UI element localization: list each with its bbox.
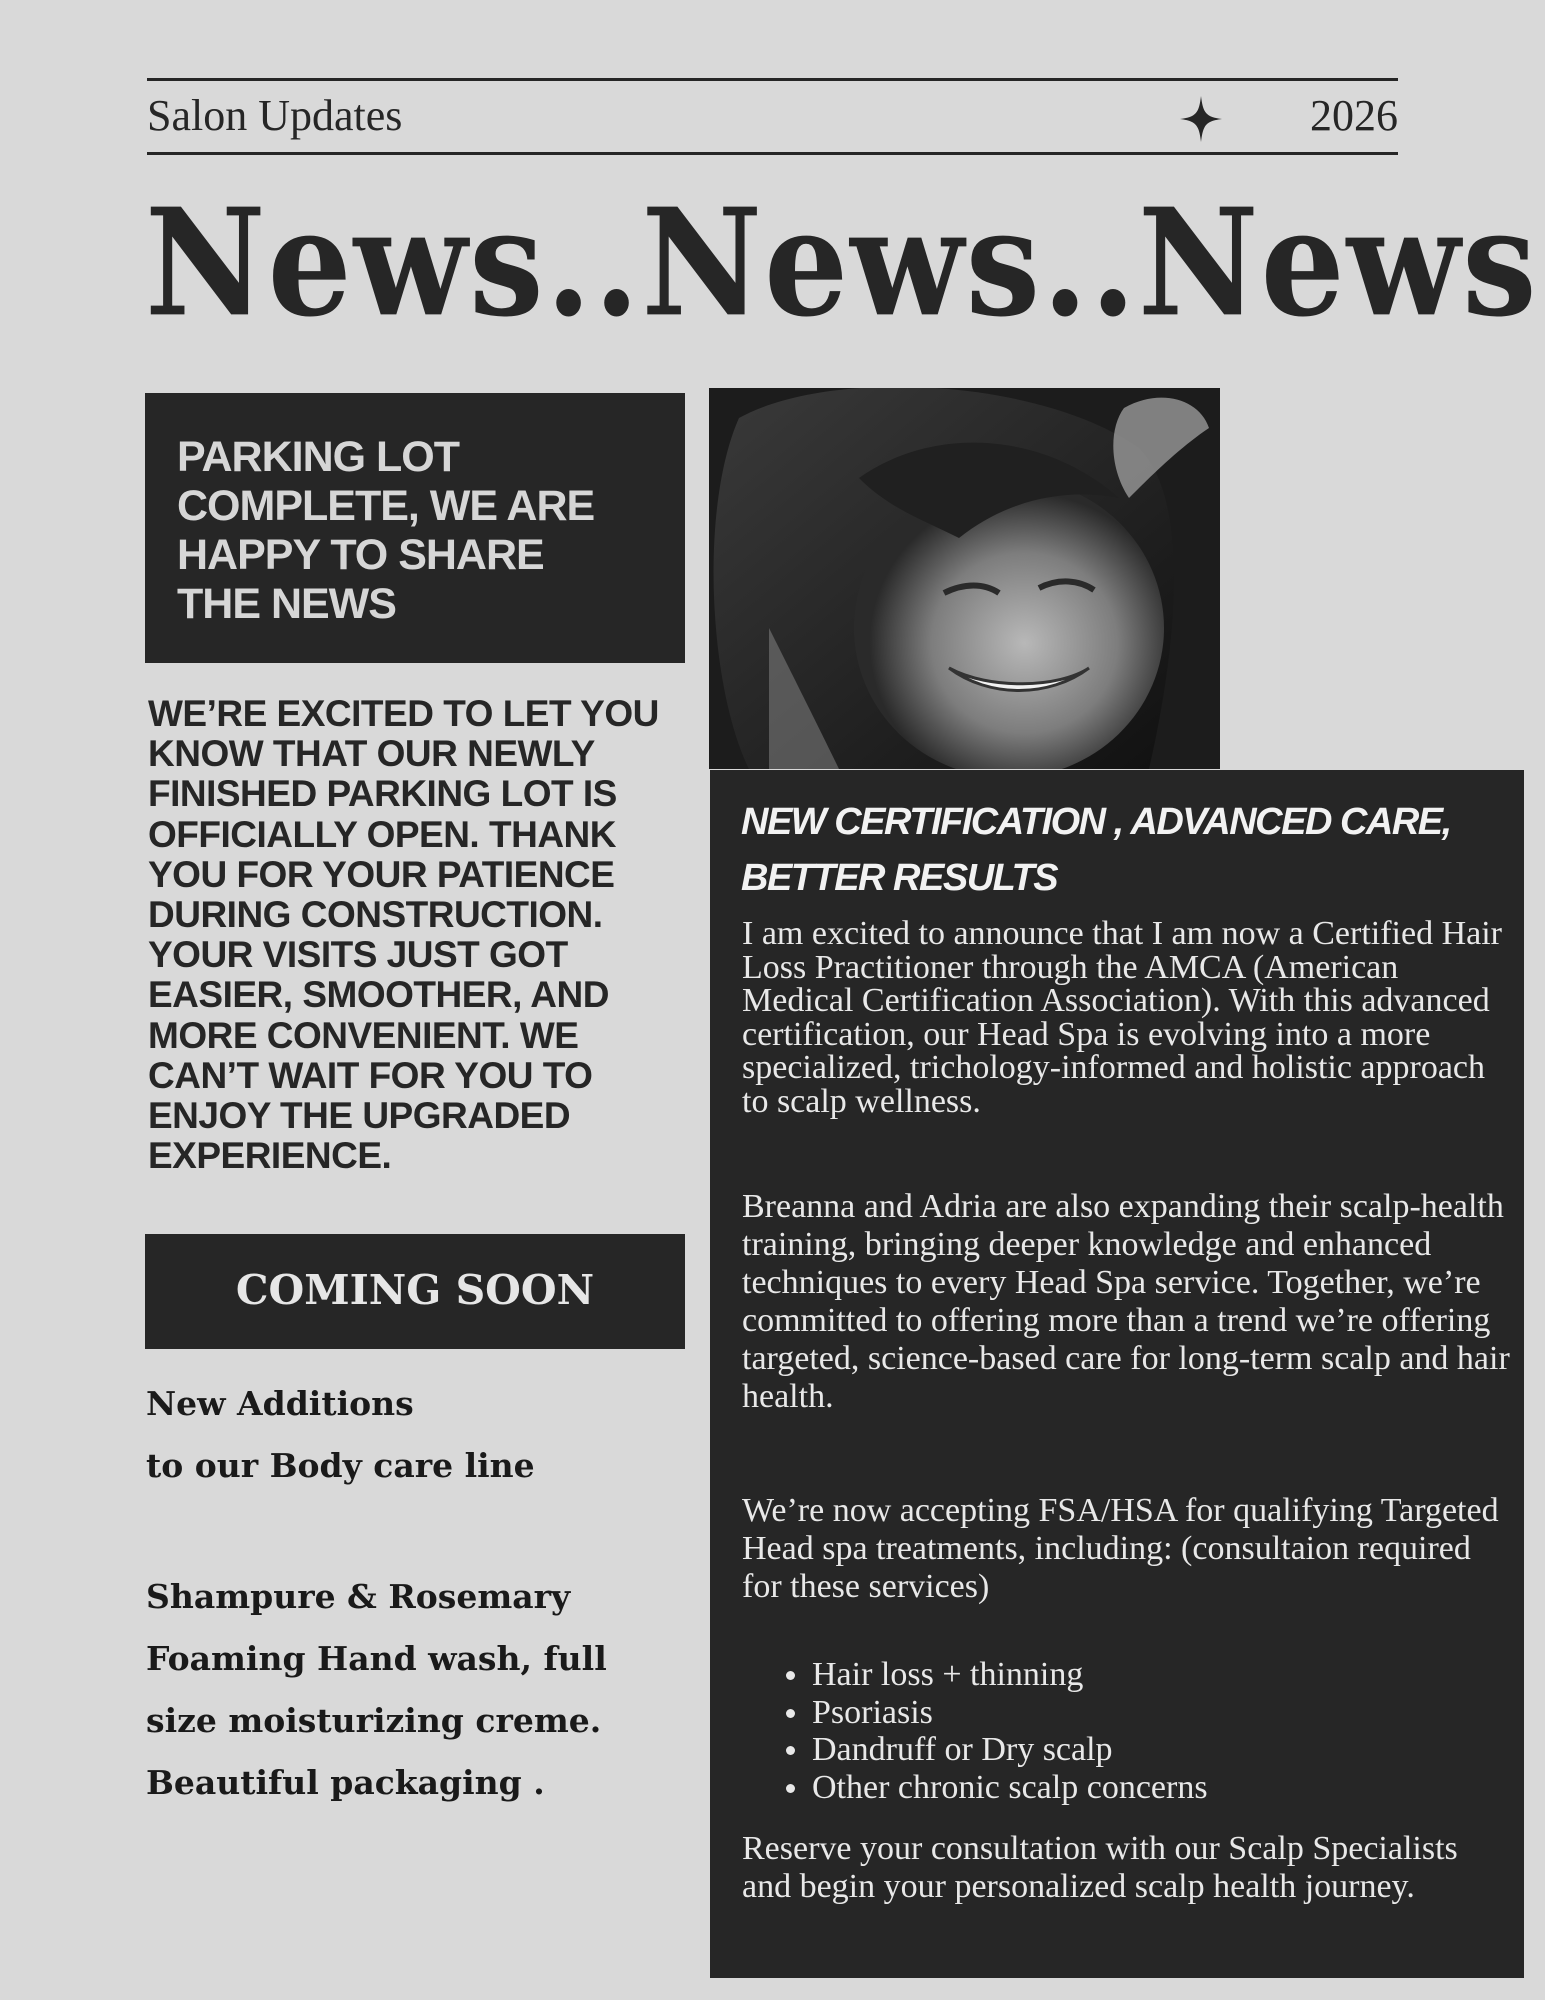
section-label: Salon Updates	[147, 91, 403, 140]
masthead-title: News..News..News	[145, 176, 1539, 351]
list-item: Dandruff or Dry scalp	[742, 1731, 1502, 1769]
parking-headline: PARKING LOT COMPLETE, WE ARE HAPPY TO SHARE THE NEWS	[177, 433, 595, 628]
certification-headline: NEW CERTIFICATION , ADVANCED CARE, BETTER RESULTS	[741, 801, 1451, 899]
practitioner-photo	[709, 388, 1220, 769]
certification-paragraph-2: Breanna and Adria are also expanding their scalp-health training, bringing deeper knowledge and enhanced techniques to every Head Spa service. Together, we’re committed to offering more than a trend we’re offering targeted, science-based care for long-term scalp and hair health.	[742, 1188, 1510, 1415]
portrait-image	[709, 388, 1220, 769]
list-item: Other chronic scalp concerns	[742, 1769, 1502, 1807]
certification-paragraph-1: I am excited to announce that I am now a Certified Hair Loss Practitioner through the AMCA (American Medical Certification Association). With this advanced certification, our Head Spa is evolving into a more specialized, trichology-informed and holistic approach to scalp wellness.	[742, 915, 1502, 1120]
coming-soon-banner	[145, 1234, 685, 1349]
certification-panel	[710, 770, 1524, 1978]
four-point-star-icon	[1180, 96, 1222, 142]
qualifying-services-list	[742, 1656, 1502, 1806]
header-bottom-rule	[147, 152, 1398, 155]
body-care-line-subheading: to our Body care line	[146, 1446, 535, 1485]
new-additions-heading: New Additions	[146, 1384, 414, 1423]
certification-paragraph-3: We’re now accepting FSA/HSA for qualifying Targeted Head spa treatments, including: (consultaion required for these services)	[742, 1492, 1499, 1605]
coming-soon-label: COMING SOON	[235, 1266, 595, 1314]
body-care-products-text: Shampure & Rosemary Foaming Hand wash, full size moisturizing creme. Beautiful packaging .	[146, 1577, 607, 1802]
top-rule	[147, 78, 1398, 81]
parking-announcement-text: WE’RE EXCITED TO LET YOU KNOW THAT OUR NEWLY FINISHED PARKING LOT IS OFFICIALLY OPEN. THANK YOU FOR YOUR PATIENCE DURING CONSTRUCTION. YOUR VISITS JUST GOT EASIER, SMOOTHER, AND MORE CONVENIENT. WE CAN’T WAIT FOR YOU TO ENJOY THE UPGRADED EXPERIENCE.	[148, 693, 659, 1177]
list-item: Psoriasis	[742, 1694, 1502, 1732]
issue-year: 2026	[1310, 91, 1398, 140]
certification-paragraph-4: Reserve your consultation with our Scalp Specialists and begin your personalized scalp health journey.	[742, 1830, 1458, 1905]
parking-headline-box	[145, 393, 685, 663]
list-item: Hair loss + thinning	[742, 1656, 1502, 1694]
